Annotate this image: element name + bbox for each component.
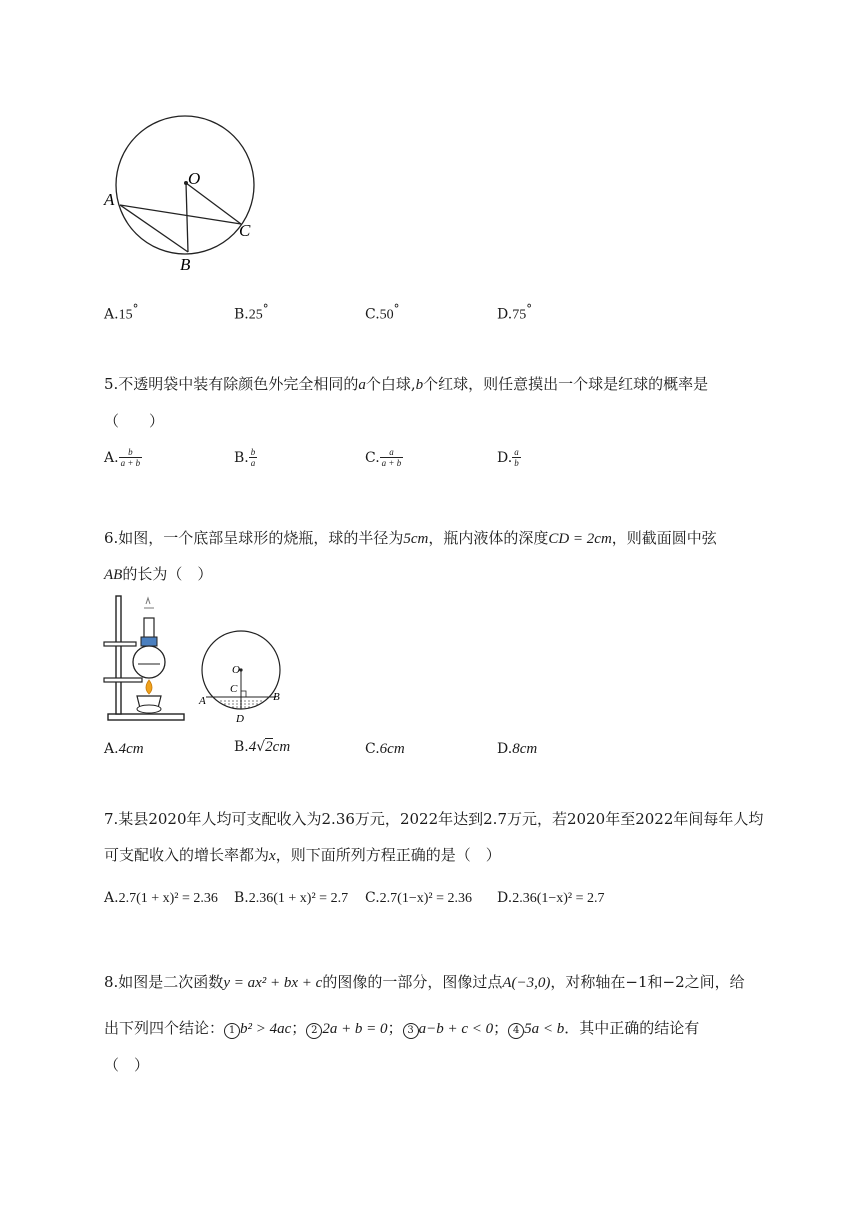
label-d: D bbox=[236, 713, 244, 725]
q5-option-b[interactable]: B. $\frac{b}{a}$ bbox=[234, 447, 256, 469]
q7-option-c[interactable]: C.2.7(1−x)² = 2.36 bbox=[365, 890, 472, 906]
q5-option-c[interactable]: C. $\frac{a}{a + b}$ bbox=[365, 447, 402, 469]
fraction: $\frac{a}{b}$ bbox=[514, 447, 519, 469]
q4-option-c[interactable]: C.50° bbox=[365, 302, 400, 323]
flask-apparatus-illustration bbox=[100, 592, 190, 724]
circled-number-4: 4 bbox=[508, 1023, 524, 1039]
label-o: O bbox=[232, 664, 240, 676]
q8-conclusions: 出下列四个结论： 1 b² > 4ac； 2 2a + b = 0； 3 a−b + c < 0； 4 5a < b．其中正确的结论有 bbox=[104, 1019, 700, 1037]
q4-option-a[interactable]: A.15° bbox=[104, 302, 139, 323]
label-a: A bbox=[199, 695, 206, 707]
q6-stem-line2: AB的长为（ ） bbox=[104, 565, 213, 583]
q4-option-b[interactable]: B.25° bbox=[234, 302, 269, 323]
q4-circle-figure bbox=[96, 104, 266, 284]
label-b: B bbox=[273, 691, 280, 703]
q6-option-a[interactable]: A.4cm bbox=[104, 741, 144, 757]
q5-stem: 5.不透明袋中装有除颜色外完全相同的a个白球,b个红球，则任意摸出一个球是红球的概率是 bbox=[104, 375, 709, 393]
fraction: $\frac{b}{a}$ bbox=[250, 447, 256, 469]
q8-stem: 8.如图是二次函数y = ax² + bx + c的图像的一部分，图像过点A(−3,0)，对称轴在−1和−2之间，给 bbox=[104, 973, 745, 991]
q6-option-c[interactable]: C.6cm bbox=[365, 741, 405, 757]
circled-number-2: 2 bbox=[306, 1023, 322, 1039]
q6-stem: 6.如图，一个底部呈球形的烧瓶，球的半径为5cm，瓶内液体的深度CD = 2cm，则截面圆中弦 bbox=[104, 529, 717, 547]
sqrt-symbol: √ bbox=[256, 739, 266, 755]
q5-paren: （ ） bbox=[104, 412, 165, 430]
label-c: C bbox=[230, 683, 238, 695]
q6-sphere-section-figure bbox=[196, 628, 288, 728]
label-b: B bbox=[180, 255, 191, 274]
circled-number-1: 1 bbox=[224, 1023, 240, 1039]
label-a: A bbox=[104, 190, 115, 209]
q6-option-b[interactable]: B.4√2cm bbox=[234, 739, 291, 755]
q8-paren: （ ） bbox=[104, 1056, 150, 1074]
fraction: $\frac{a}{a + b}$ bbox=[381, 447, 402, 469]
q7-stem: 7.某县2020年人均可支配收入为2.36万元，2022年达到2.7万元，若2020年至2022年间每年人均 bbox=[104, 810, 764, 828]
q7-stem-line2: 可支配收入的增长率都为x，则下面所列方程正确的是（ ） bbox=[104, 846, 501, 864]
label-o: O bbox=[188, 169, 201, 188]
circled-number-3: 3 bbox=[403, 1023, 419, 1039]
q7-option-a[interactable]: A.2.7(1 + x)² = 2.36 bbox=[104, 890, 218, 906]
q7-option-b[interactable]: B.2.36(1 + x)² = 2.7 bbox=[234, 890, 349, 906]
fraction: $\frac{b}{a + b}$ bbox=[120, 447, 141, 469]
q5-option-d[interactable]: D. $\frac{a}{b}$ bbox=[497, 447, 519, 469]
label-c: C bbox=[239, 221, 251, 240]
q7-option-d[interactable]: D.2.36(1−x)² = 2.7 bbox=[497, 890, 605, 906]
q6-option-d[interactable]: D.8cm bbox=[497, 741, 538, 757]
q4-option-d[interactable]: D.75° bbox=[497, 302, 533, 323]
q5-option-a[interactable]: A. $\frac{b}{a + b}$ bbox=[104, 447, 141, 469]
